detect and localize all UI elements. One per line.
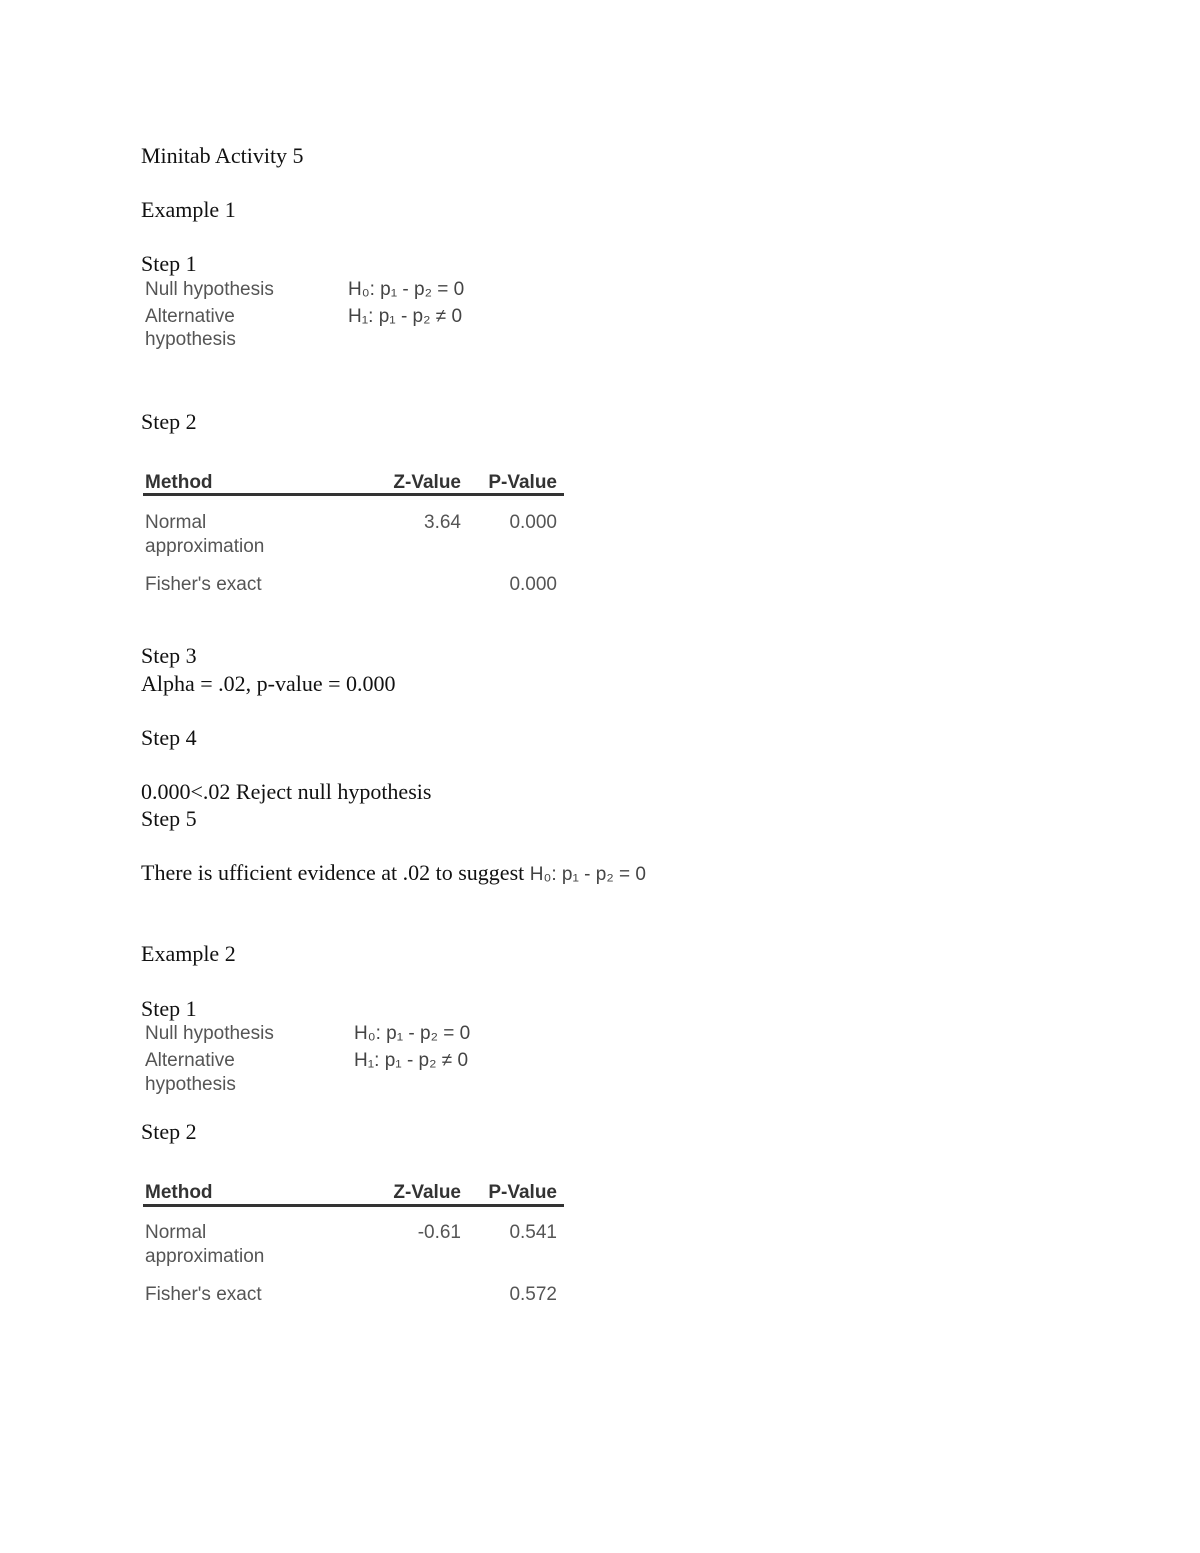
example-2-heading: Example 2 bbox=[141, 941, 236, 966]
ex1-step1-label: Step 1 bbox=[141, 251, 197, 276]
ex1-row2-method: Fisher's exact bbox=[145, 574, 262, 595]
ex2-header-rule bbox=[143, 1204, 564, 1207]
ex1-row1-p: 0.000 bbox=[509, 512, 557, 533]
ex1-step5-hypothesis: H₀: p₁ - p₂ = 0 bbox=[529, 864, 646, 885]
ex2-step1-label: Step 1 bbox=[141, 996, 197, 1021]
ex2-row2-p: 0.572 bbox=[509, 1284, 557, 1305]
ex1-col-p-value: P-Value bbox=[488, 472, 557, 493]
ex2-alt-hypothesis-label-1: Alternative bbox=[145, 1050, 235, 1071]
ex1-null-hypothesis-label: Null hypothesis bbox=[145, 279, 274, 300]
ex1-step2-label: Step 2 bbox=[141, 409, 197, 434]
ex1-row1-method-1: Normal bbox=[145, 512, 207, 533]
ex2-null-hypothesis-value: H₀: p₁ - p₂ = 0 bbox=[354, 1023, 471, 1044]
page-title: Minitab Activity 5 bbox=[141, 143, 304, 168]
ex1-row1-z: 3.64 bbox=[424, 512, 461, 533]
ex2-row1-z: -0.61 bbox=[417, 1222, 461, 1243]
ex1-step5-label: Step 5 bbox=[141, 806, 197, 831]
ex2-null-hypothesis-label: Null hypothesis bbox=[145, 1023, 274, 1044]
ex1-null-hypothesis-value: H₀: p₁ - p₂ = 0 bbox=[348, 279, 465, 300]
ex2-col-method: Method bbox=[145, 1182, 213, 1203]
ex2-col-p-value: P-Value bbox=[488, 1182, 557, 1203]
ex2-row2-method: Fisher's exact bbox=[145, 1284, 262, 1305]
ex1-alt-hypothesis-label-2: hypothesis bbox=[145, 329, 236, 350]
ex2-alt-hypothesis-value: H₁: p₁ - p₂ ≠ 0 bbox=[354, 1050, 469, 1071]
example-1-heading: Example 1 bbox=[141, 197, 236, 222]
ex1-col-z-value: Z-Value bbox=[393, 472, 461, 493]
ex1-step5-text: There is ufficient evidence at .02 to suggest bbox=[141, 860, 525, 885]
ex2-row1-p: 0.541 bbox=[509, 1222, 557, 1243]
ex1-step3-label: Step 3 bbox=[141, 643, 197, 668]
ex2-row1-method-1: Normal bbox=[145, 1222, 207, 1243]
ex1-step4-text: 0.000<.02 Reject null hypothesis bbox=[141, 779, 432, 804]
ex2-alt-hypothesis-label-2: hypothesis bbox=[145, 1074, 236, 1095]
ex2-row1-method-2: approximation bbox=[145, 1246, 265, 1267]
ex2-step2-label: Step 2 bbox=[141, 1119, 197, 1144]
ex2-col-z-value: Z-Value bbox=[393, 1182, 461, 1203]
ex1-col-method: Method bbox=[145, 472, 213, 493]
ex1-step5-line bbox=[141, 860, 646, 886]
ex1-header-rule bbox=[143, 493, 564, 496]
ex1-step3-text: Alpha = .02, p-value = 0.000 bbox=[141, 671, 396, 696]
ex1-row2-p: 0.000 bbox=[509, 574, 557, 595]
ex1-step4-label: Step 4 bbox=[141, 725, 197, 750]
ex1-alt-hypothesis-value: H₁: p₁ - p₂ ≠ 0 bbox=[348, 306, 463, 327]
ex1-alt-hypothesis-label-1: Alternative bbox=[145, 306, 235, 327]
ex1-row1-method-2: approximation bbox=[145, 536, 265, 557]
